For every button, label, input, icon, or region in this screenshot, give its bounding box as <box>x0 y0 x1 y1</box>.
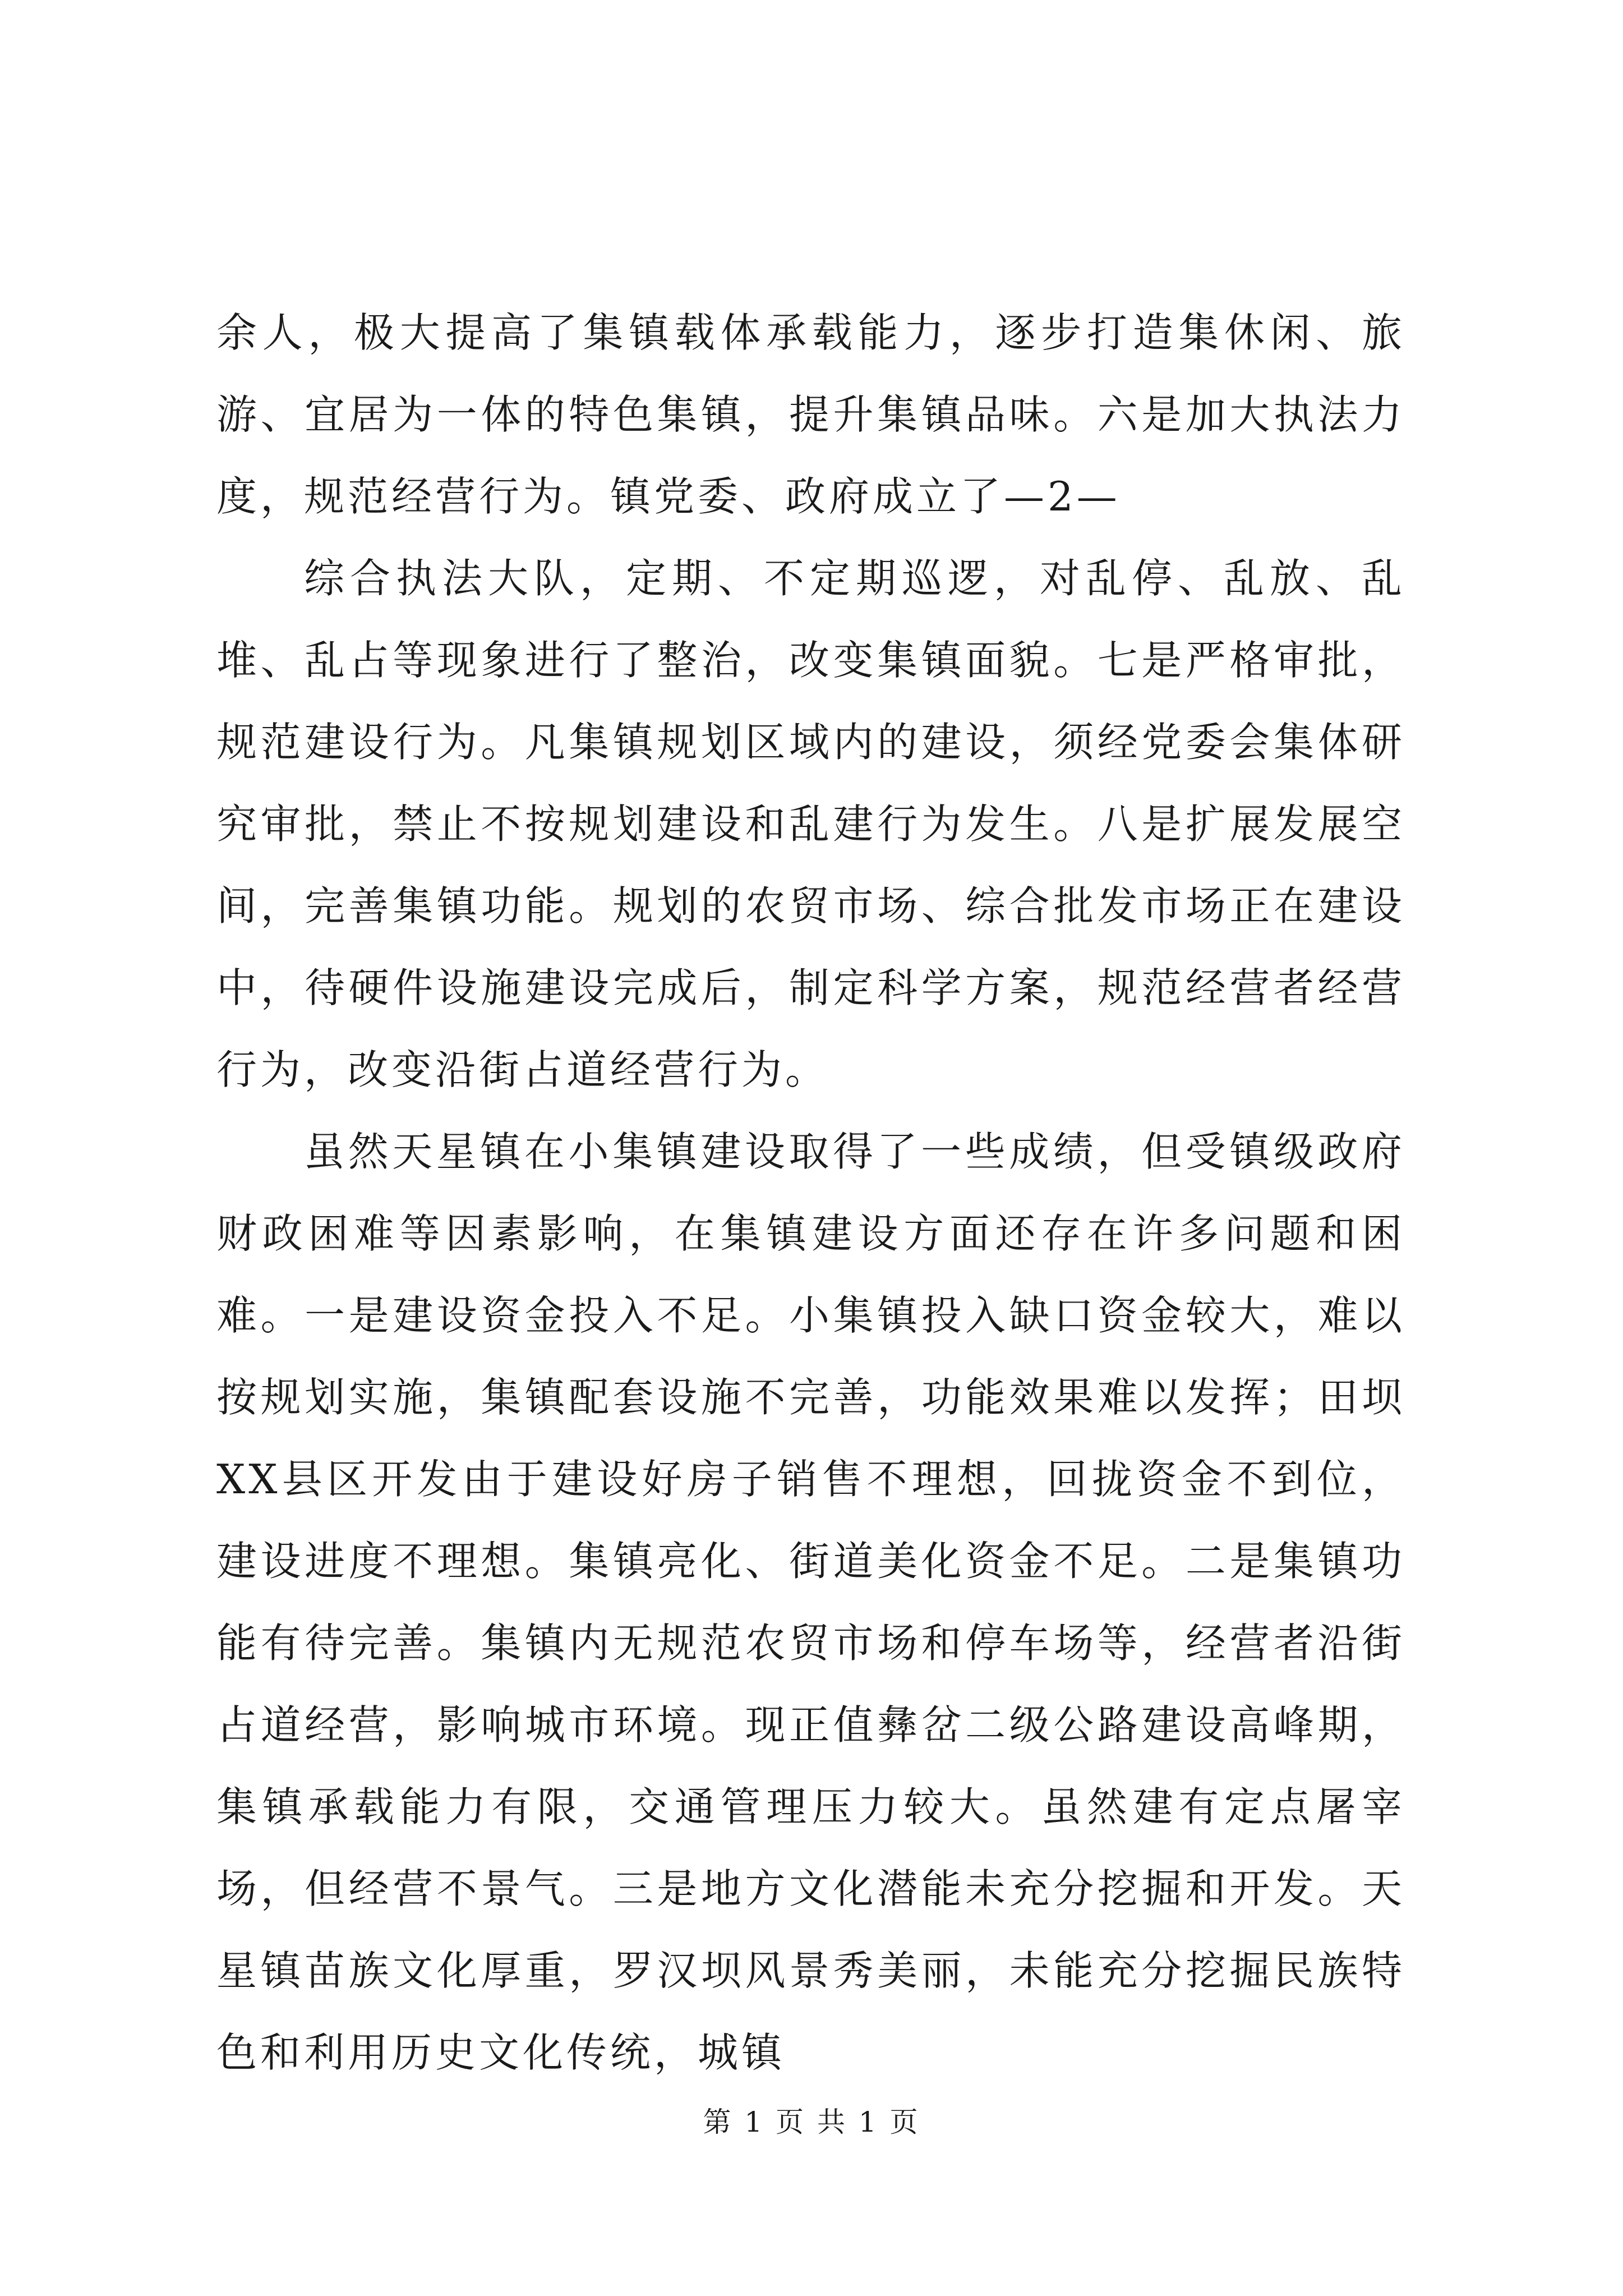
page-footer: 第 1 页 共 1 页 <box>703 2106 920 2138</box>
paragraph-problems: 虽然天星镇在小集镇建设取得了一些成绩，但受镇级政府财政困难等因素影响，在集镇建设方面还存在许多问题和困难。一是建设资金投入不足。小集镇投入缺口资金较大，难以按规划实施，集镇配套设施不完善，功能效果难以发挥；田坝XX县区开发由于建设好房子销售不理想，回拢资金不到位，建设进度不理想。集镇亮化、街道美化资金不足。二是集镇功能有待完善。集镇内无规范农贸市场和停车场等，经营者沿街占道经营，影响城市环境。现正值彝岔二级公路建设高峰期，集镇承载能力有限，交通管理压力较大。虽然建有定点屠宰场，但经营不景气。三是地方文化潜能未充分挖掘和开发。天星镇苗族文化厚重，罗汉坝风景秀美丽，未能充分挖掘民族特色和利用历史文化传统，城镇 <box>216 1128 1405 2076</box>
paragraph-continuation: 余人，极大提高了集镇载体承载能力，逐步打造集休闲、旅游、宜居为一体的特色集镇，提升集镇品味。六是加大执法力度，规范经营行为。镇党委、政府成立了—2— <box>216 309 1405 520</box>
paragraph-enforcement: 综合执法大队，定期、不定期巡逻，对乱停、乱放、乱堆、乱占等现象进行了整治，改变集镇面貌。七是严格审批，规范建设行为。凡集镇规划区域内的建设，须经党委会集体研究审批，禁止不按规划建设和乱建行为发生。八是扩展发展空间，完善集镇功能。规划的农贸市场、综合批发市场正在建设中，待硬件设施建设完成后，制定科学方案，规范经营者经营行为，改变沿街占道经营行为。 <box>216 555 1405 1093</box>
document-body <box>216 292 1405 2093</box>
